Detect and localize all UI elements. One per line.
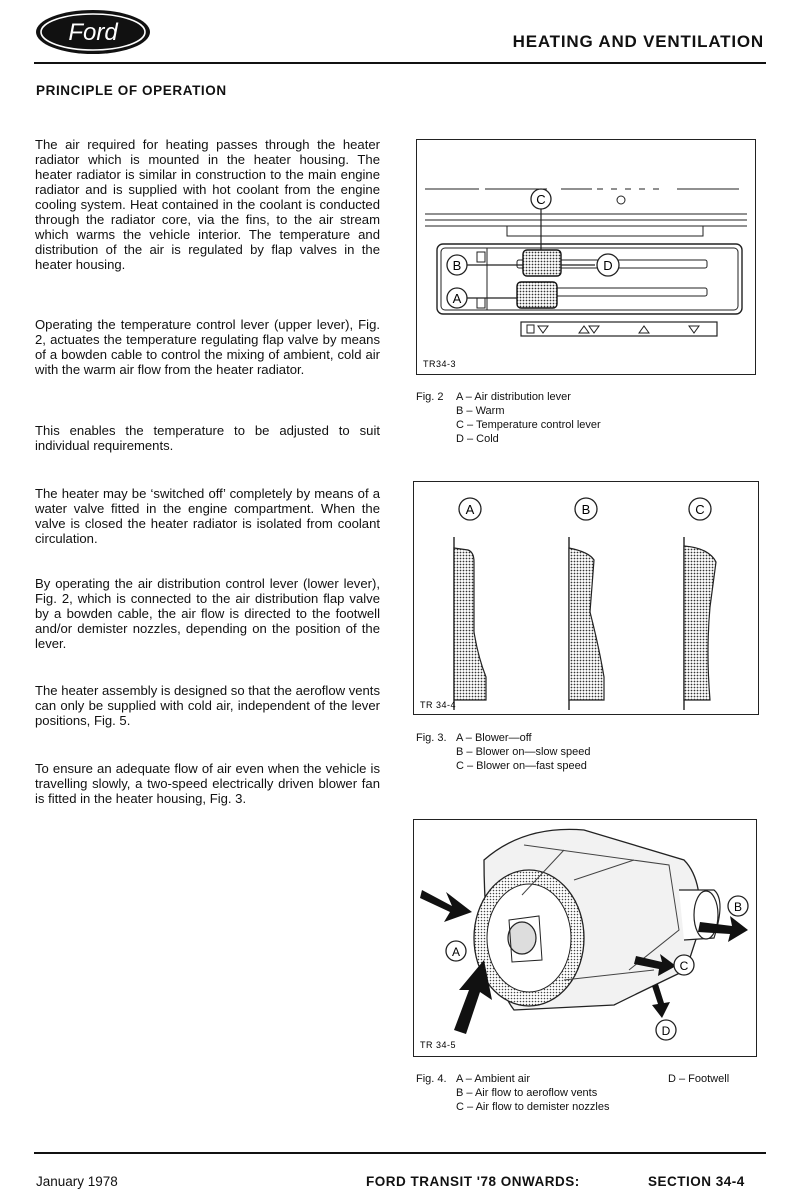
fig3-tag: TR 34-4 [420,700,457,710]
fig4-label-b: B [733,900,743,914]
heater-control-panel-drawing [417,140,755,374]
footer-date: January 1978 [36,1174,118,1189]
fig2-caption-item: C – Temperature control lever [456,419,601,431]
section-title: PRINCIPLE OF OPERATION [36,83,227,98]
fig2-caption [416,390,601,446]
blower-flap-positions-drawing [414,482,758,714]
fig3-caption-number: Fig. 3. [416,732,447,744]
footer-section: SECTION 34-4 [648,1174,745,1189]
ford-logo [34,8,152,56]
fig4-box [413,819,757,1057]
footer-publication: FORD TRANSIT '78 ONWARDS: [366,1174,580,1189]
paragraph-heating: The air required for heating passes through the heater radiator which is mounted in the heater housing. The heater radiator is similar in construction to the main engine radiator and is supplied with hot coolant from the engine cooling system. Heat contained in the coolant is conducted through the radiator core, via the fins, to the air stream which warms the vehicle interior. The temperature and distribution of the air is regulated by flap valves in the heater housing. [35,137,380,272]
paragraph-air-distribution: By operating the air distribution control lever (lower lever), Fig. 2, which is connected to the air distribution flap valve by a bowden cable, the air flow is directed to the footwell and/or demister nozzles, depending on the position of the lever. [35,576,380,651]
header-divider [34,62,766,64]
fig3-box [413,481,759,715]
fig4-caption-item: A – Ambient air [456,1073,530,1085]
heater-assembly-drawing [414,820,756,1056]
paragraph-switch-off: The heater may be ‘switched off’ completely by means of a water valve fitted in the engine compartment. When the valve is closed the heater radiator is isolated from coolant circulation. [35,486,380,546]
fig4-label-d: D [661,1024,671,1038]
fig2-label-c: C [536,192,546,207]
fig2-tag: TR34-3 [423,359,457,369]
fig4-caption-side: D – Footwell [668,1073,730,1085]
fig4-caption-number: Fig. 4. [416,1073,447,1085]
paragraph-aeroflow: The heater assembly is designed so that the aeroflow vents can only be supplied with cold air, independent of the lever positions, Fig. 5. [35,683,380,728]
fig2-label-a: A [452,291,462,306]
fig3-caption-item: C – Blower on—fast speed [456,760,587,772]
header-title: HEATING AND VENTILATION [512,32,764,51]
fig2-label-b: B [452,258,462,273]
fig4-tag: TR 34-5 [420,1040,457,1050]
fig2-label-d: D [603,258,613,273]
fig4-caption-item: C – Air flow to demister nozzles [456,1101,610,1113]
fig4-label-a: A [451,945,461,959]
footer-divider [34,1152,766,1154]
fig4-label-c: C [679,959,689,973]
fig4-caption [416,1072,609,1114]
fig3-caption-item: A – Blower—off [456,732,532,744]
fig3-label-b: B [581,502,591,517]
fig3-label-c: C [695,502,705,517]
fig2-caption-item: A – Air distribution lever [456,391,571,403]
paragraph-blower: To ensure an adequate flow of air even when the vehicle is travelling slowly, a two-speed electrically driven blower fan is fitted in the heater housing, Fig. 3. [35,761,380,806]
fig2-caption-item: B – Warm [456,405,505,417]
fig3-caption [416,731,591,773]
logo-text: Ford [68,19,118,46]
fig2-caption-item: D – Cold [456,433,499,445]
fig2-caption-number: Fig. 2 [416,391,444,403]
fig3-caption-item: B – Blower on—slow speed [456,746,591,758]
fig4-caption-item: B – Air flow to aeroflow vents [456,1087,598,1099]
paragraph-temperature-adjust: This enables the temperature to be adjusted to suit individual requirements. [35,423,380,453]
fig2-box [416,139,756,375]
paragraph-temperature-lever: Operating the temperature control lever (upper lever), Fig. 2, actuates the temperature regulating flap valve by means of a bowden cable to control the mixing of ambient, cold air with the warm air flow from the heater radiator. [35,317,380,377]
fig3-label-a: A [465,502,475,517]
